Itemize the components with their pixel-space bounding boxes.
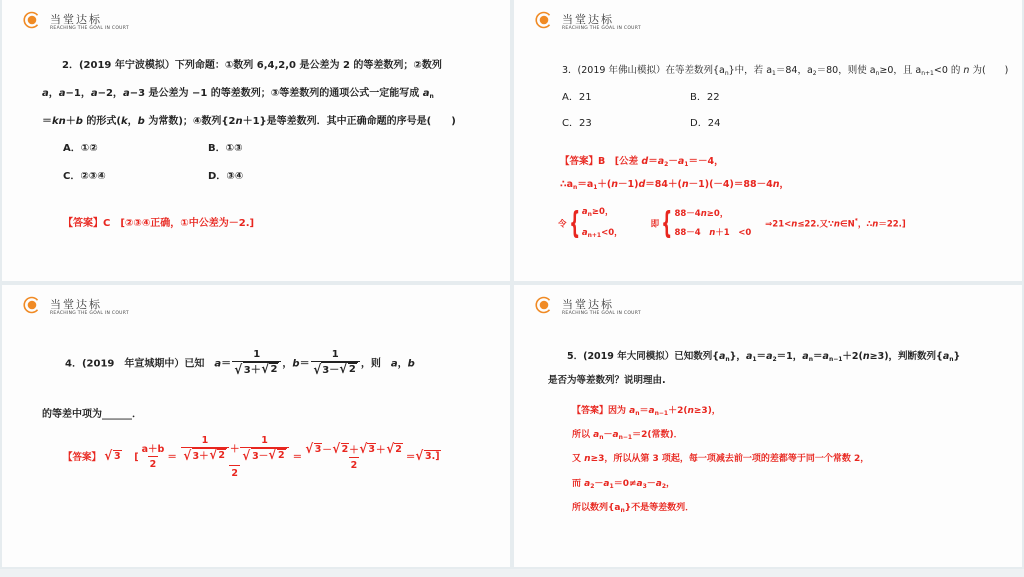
q2-answer: 【答案】C [②③④正确，①中公差为－2.] xyxy=(63,218,255,229)
brand-logo-icon xyxy=(23,296,41,314)
brand-logo-icon xyxy=(535,11,553,29)
q2-line-2: a，a−1，a−2，a−3 是公差为 −1 的等差数列；③等差数列的通项公式一定能写成 $a_n$ xyxy=(42,88,434,100)
q3-option-a[interactable]: A．21 xyxy=(562,92,592,103)
q5-question-line-1: 5．(2019 年大同模拟）已知数列$\{a_n\}$，$a_1=a_2=1$，$a_n=a_{n-1}+2(n\ge 3)$，判断数列$\{a_n\}$ xyxy=(567,351,961,363)
q3-option-b[interactable]: B．22 xyxy=(690,92,720,103)
left-brace: { xyxy=(568,206,580,241)
q4-answer: 【答案】 √ 3 [ $\frac{a+b}{2}$ ＝ 1 √ 3＋ √ 2 ＋ 1 √ 3－ √ 2 2 ＝ √ 3 － √ 2 ＋ √ 3 ＋ √ 2 2 ＝ √ 3.] xyxy=(63,435,440,479)
q2-option-a[interactable]: A．①② xyxy=(63,143,98,154)
q5-answer-line-1: 【答案】因为 $a_n=a_{n-1}+2(n\ge 3)$， xyxy=(572,406,721,417)
slide-question-5 xyxy=(514,285,1022,567)
brand-title: 当堂达标 xyxy=(50,298,102,311)
brand-subtitle: REACHING THE GOAL IN COURT xyxy=(562,311,641,316)
brand-logo-icon xyxy=(23,11,41,29)
q3-answer-line-2: $\therefore a_n=a_1+(n-1)d=84+(n-1)(-4)=88-4n$， xyxy=(560,179,789,191)
q5-answer-line-5: 所以数列$\{a_n\}$不是等差数列． xyxy=(572,503,695,514)
slide-question-4 xyxy=(2,285,510,567)
q2-line-1: 2．(2019 年宁波模拟）下列命题：①数列 6,4,2,0 是公差为 2 的等差数列；②数列 xyxy=(62,60,442,71)
brand-title: 当堂达标 xyxy=(562,13,614,26)
q3-option-d[interactable]: D．24 xyxy=(690,118,721,129)
brand-logo-icon xyxy=(535,296,553,314)
q5-question-line-2: 是否为等差数列？说明理由. xyxy=(548,375,666,386)
brand-subtitle: REACHING THE GOAL IN COURT xyxy=(50,311,129,316)
q5-answer-line-4: 而 $a_2-a_1=0\ne a_3-a_2$， xyxy=(572,479,676,490)
q4-question-line-1: 4．(2019 年宣城期中）已知 a＝ 1 √ 3＋ √ 2 ，b＝ 1 √ 3－ √ 2 ，则 a，b xyxy=(65,349,415,378)
q3-answer-line-1: 【答案】B [公差 $d=a_2-a_1=-4$， xyxy=(560,156,724,168)
brand-title: 当堂达标 xyxy=(562,298,614,311)
brand-subtitle: REACHING THE GOAL IN COURT xyxy=(50,26,129,31)
brand-subtitle: REACHING THE GOAL IN COURT xyxy=(562,26,641,31)
q2-option-b[interactable]: B．①③ xyxy=(208,143,243,154)
brand-title: 当堂达标 xyxy=(50,13,102,26)
q2-option-d[interactable]: D．③④ xyxy=(208,171,244,182)
bottom-strip xyxy=(0,569,1024,577)
q2-option-c[interactable]: C．②③④ xyxy=(63,171,106,182)
slide-question-2 xyxy=(2,0,510,281)
slide-question-3 xyxy=(514,0,1022,281)
q3-answer-line-3: 令{ $a_n\ge 0$， $a_{n+1}<0$， 即{ 88－4n≥0， 88－4 n＋1 <0 ⇒21<n≤22.又∵n∈N*，∴n＝22.] xyxy=(558,206,906,241)
q2-line-3: ＝kn＋b 的形式(k，b 为常数)；④数列{2n＋1}是等差数列．其中正确命题的序号是( ) xyxy=(42,116,456,127)
q5-answer-line-2: 所以 $a_n-a_{n-1}=2$(常数)． xyxy=(572,430,683,441)
q3-question: 3．(2019 年佛山模拟）在等差数列$\{a_n\}$中，若 $a_1=84$，$a_2=80$，则使 $a_n\ge 0$，且 $a_{n+1}<0$ 的 n 为( ) xyxy=(562,65,1009,77)
q4-question-line-2: 的等差中项为______． xyxy=(42,409,142,420)
left-brace: { xyxy=(661,206,673,241)
q5-answer-line-3: 又 n≥3，所以从第 3 项起，每一项减去前一项的差都等于同一个常数 2， xyxy=(572,454,870,464)
q3-option-c[interactable]: C．23 xyxy=(562,118,592,129)
